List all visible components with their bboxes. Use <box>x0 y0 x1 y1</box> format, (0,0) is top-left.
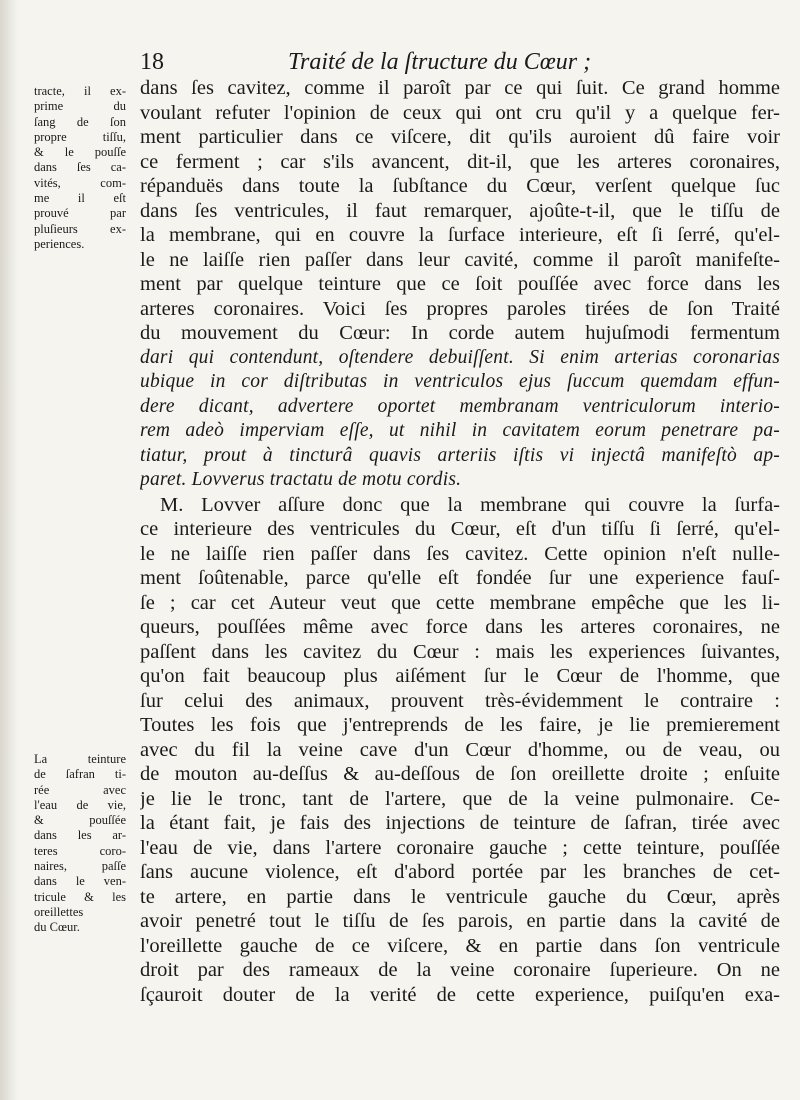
margin-note-line: ſang de ſon <box>34 114 126 129</box>
text-line: ſans aucune violence, eſt d'abord portée par les branches de cet- <box>140 861 780 883</box>
margin-note-line: prouvé par <box>34 206 126 221</box>
text-line: paſſent dans les cavitez du Cœur : mais les experiences ſuivantes, <box>140 640 780 663</box>
margin-note-line: naires, paſſe <box>34 859 126 874</box>
text-line: M. Lovver aſſure donc que la membrane qui couvre la ſurfa- <box>160 493 780 516</box>
margin-note-line: periences. <box>34 236 85 251</box>
text-line: répanduës dans toute la ſubſtance du Cœur, verſent quelque ſuc <box>140 175 780 197</box>
text-line: droit par des rameaux de la veine coronaire ſuperieure. On ne <box>140 959 780 981</box>
text-line: ce ferment ; car s'ils avancent, dit-il, que les arteres coronaires, <box>140 150 780 173</box>
text-line: paret. Lovverus tractatu de motu cordis. <box>140 469 462 490</box>
text-line: queurs, pouſſées même avec force dans les arteres coronaires, ne <box>140 616 780 638</box>
margin-note-1 <box>34 84 126 252</box>
text-line: de mouton au-deſſus & au-deſſous de ſon oreillette droite ; enſuite <box>140 763 780 785</box>
text-line: dans ſes cavitez, comme il paroît par ce qui ſuit. Ce grand homme <box>140 77 780 99</box>
text-line: avoir penetré tout le tiſſu de ſes parois, en partie dans la cavité de <box>140 910 780 932</box>
text-line: arteres coronaires. Voici ſes propres paroles tirées de ſon Traité <box>140 297 780 320</box>
margin-note-line: propre tiſſu, <box>34 129 126 144</box>
text-line: du mouvement du Cœur: In corde autem hujuſmodi fermentum <box>140 322 780 344</box>
margin-note-line: l'eau de vie, <box>34 797 126 812</box>
margin-note-line: dans le ven- <box>34 874 126 889</box>
text-line: ubique in cor diſtributas in ventriculos ejus ſuccum quemdam effun- <box>140 371 780 392</box>
body-text <box>140 76 780 1007</box>
text-line: je lie le tronc, tant de l'artere, que de la veine pulmonaire. Ce- <box>140 787 780 810</box>
margin-note-line: prime du <box>34 99 126 114</box>
text-line: ment par quelque teinture que ce ſoit pouſſée avec force dans les <box>140 273 780 295</box>
running-title: Traité de la ſtructure du Cœur ; <box>288 49 592 75</box>
text-line: ſe ; car cet Auteur veut que cette membrane empêche que les li- <box>140 591 780 614</box>
text-line: la étant fait, je fais des injections de teinture de ſafran, tirée avec <box>140 812 780 834</box>
text-line: ſur celui des animaux, prouvent très-évidemment le contraire : <box>140 689 780 712</box>
text-line: rem adeò imperviam eſſe, ut nihil in cavitatem eorum penetrare pa- <box>140 420 780 441</box>
text-line: ment ſoûtenable, parce qu'elle eſt fondée ſur une experience fauſ- <box>140 567 780 589</box>
text-line: ce interieure des ventricules du Cœur, eſt d'un tiſſu ſi ſerré, qu'el- <box>140 518 780 540</box>
margin-note-line: de ſafran ti- <box>34 767 126 782</box>
margin-note-line: dans ſes ca- <box>34 160 126 175</box>
text-line: te artere, en partie dans le ventricule gauche du Cœur, après <box>140 885 780 908</box>
margin-note-line: vités, com- <box>34 175 126 190</box>
text-line: l'eau de vie, dans l'artere coronaire gauche ; cette teinture, pouſſée <box>140 836 780 859</box>
text-line: dere dicant, advertere oportet membranam ventriculorum interio- <box>140 395 780 417</box>
page-number: 18 <box>140 49 164 75</box>
margin-note-line: oreillettes <box>34 904 84 919</box>
text-line: avec du fil la veine cave d'un Cœur d'homme, ou de veau, ou <box>140 738 780 761</box>
text-line: le ne laiſſe rien paſſer dans ſes cavitez. Cette opinion n'eſt nulle- <box>140 542 780 565</box>
text-line: tiatur, prout à tincturâ quavis arteriis iſtis vi injectâ manifeſtò ap- <box>140 444 780 466</box>
margin-note-line: & pouſſée <box>34 813 126 828</box>
margin-note-line: La teinture <box>34 752 126 766</box>
margin-note-line: teres coro- <box>34 843 126 858</box>
text-line: ſçauroit douter de la verité de cette experience, puiſqu'en exa- <box>140 983 780 1006</box>
text-line: qu'on fait beaucoup plus aiſément ſur le Cœur de l'homme, que <box>140 665 780 687</box>
margin-note-line: & le pouſſe <box>34 145 126 160</box>
text-line: dari qui contendunt, oſtendere debuiſſent. Si enim arterias coronarias <box>140 346 780 368</box>
text-line: l'oreillette gauche de ce viſcere, & en partie dans ſon ventricule <box>140 934 780 957</box>
margin-note-line: tracte, il ex- <box>34 84 126 98</box>
text-line: voulant refuter l'opinion de ceux qui ont cru qu'il y a quelque fer- <box>140 101 780 124</box>
margin-note-line: dans les ar- <box>34 828 126 843</box>
text-line: le ne laiſſe rien paſſer dans leur cavité, comme il paroît manifeſte- <box>140 248 780 271</box>
margin-note-line: rée avec <box>34 782 126 797</box>
text-line: ment particulier dans ce viſcere, dit qu'ils auroient dû faire voir <box>140 126 780 148</box>
margin-note-line: tricule & les <box>34 889 126 904</box>
margin-note-line: pluſieurs ex- <box>34 221 126 236</box>
margin-note-line: du Cœur. <box>34 920 80 935</box>
text-line: dans ſes ventricules, il faut remarquer, ajoûte-t-il, que le tiſſu de <box>140 199 780 222</box>
margin-note-2 <box>34 752 126 936</box>
page-gutter-shadow <box>0 0 18 1100</box>
text-line: la membrane, qui en couvre la ſurface interieure, eſt ſi ſerré, qu'el- <box>140 224 780 246</box>
page-header <box>140 46 615 78</box>
margin-note-line: me il eſt <box>34 191 126 206</box>
text-line: Toutes les fois que j'entreprends de les faire, je lie premierement <box>140 714 780 736</box>
